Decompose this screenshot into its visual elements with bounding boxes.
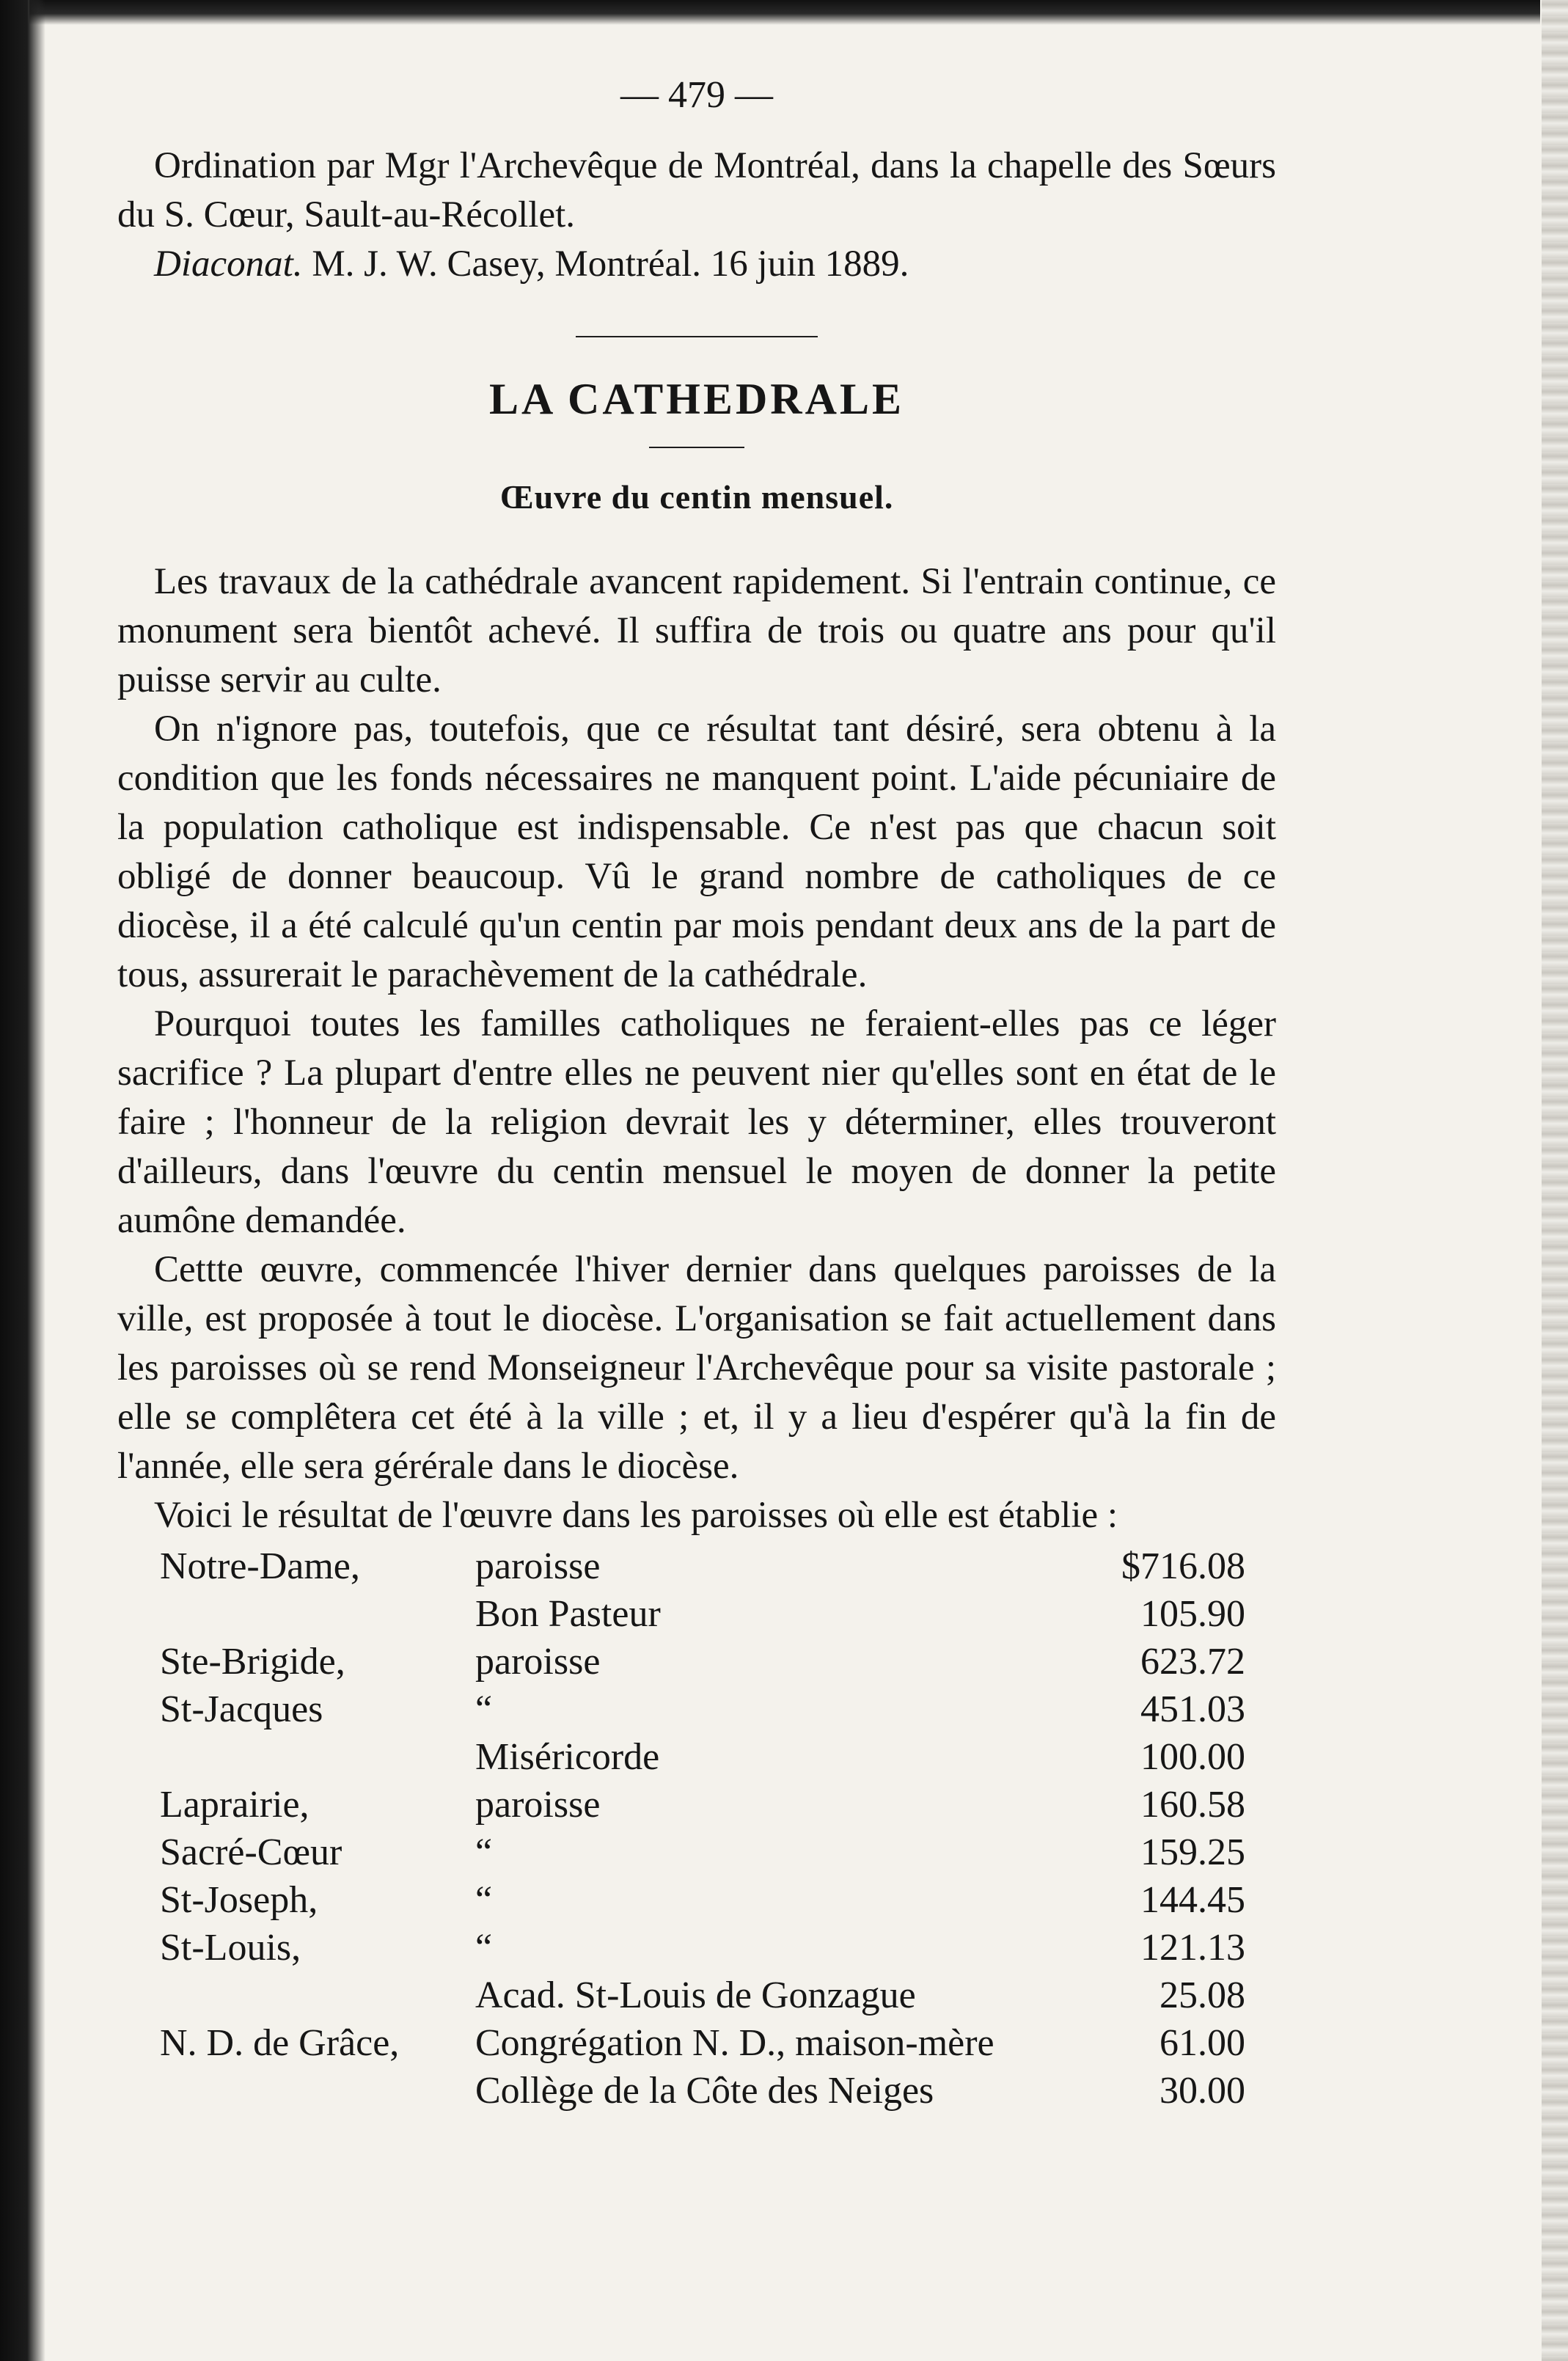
detail-cell: Acad. St-Louis de Gonzague	[475, 1974, 916, 2016]
table-row	[160, 1779, 1245, 1826]
detail-cell: “	[475, 1688, 493, 1730]
book-page	[117, 73, 1276, 2112]
table-row	[160, 1588, 1245, 1636]
paragraph: Voici le résultat de l'œuvre dans les paroisses où elle est établie :	[154, 1495, 1118, 1536]
amount-cell: 160.58	[1140, 1784, 1245, 1826]
scan-edge-top	[29, 0, 1540, 25]
table-row	[160, 1874, 1245, 1922]
table-row	[160, 2065, 1245, 2112]
table-row	[160, 1683, 1245, 1731]
place-cell: Laprairie,	[160, 1784, 309, 1826]
detail-cell: Congrégation N. D., maison-mère	[475, 2022, 994, 2064]
detail-cell: Bon Pasteur	[475, 1593, 661, 1635]
place-cell	[160, 2065, 475, 2112]
amount-cell: 61.00	[1159, 2022, 1245, 2064]
place-cell	[160, 1731, 475, 1779]
amount-cell: 25.08	[1159, 1974, 1245, 2016]
place-cell	[160, 1969, 475, 2017]
detail-cell: “	[475, 1879, 493, 1921]
place-cell: Sacré-Cœur	[160, 1831, 342, 1873]
table-row	[160, 1540, 1245, 1588]
place-cell: St-Joseph,	[160, 1879, 318, 1921]
table-row	[160, 1636, 1245, 1683]
place-cell: St-Jacques	[160, 1688, 323, 1730]
diaconat-label: Diaconat.	[154, 244, 303, 285]
paragraph: Cettte œuvre, commencée l'hiver dernier dans quelques paroisses de la ville, est proposée à tout le diocèse. L'organisation se fait actuellement dans les paroisses où se rend Monseigneur l'Archevêque pour sa visite pastorale ; elle se complêtera cet été à la ville ; et, il y a lieu d'espérer qu'à la fin de l'année, elle sera gérérale dans le diocèse.	[117, 1249, 1276, 1487]
table-row	[160, 1731, 1245, 1779]
detail-cell: Collège de la Côte des Neiges	[475, 2070, 934, 2112]
detail-cell: paroisse	[475, 1641, 601, 1683]
amount-cell: 451.03	[1140, 1688, 1245, 1730]
title-divider	[649, 447, 744, 448]
diaconat-text: M. J. W. Casey, Montréal. 16 juin 1889.	[302, 244, 909, 285]
section-title: LA CATHEDRALE	[489, 375, 904, 423]
ordination-text: Ordination par Mgr l'Archevêque de Montréal, dans la chapelle des Sœurs du S. Cœur, Sault-au-Récollet.	[117, 145, 1276, 235]
detail-cell: Miséricorde	[475, 1736, 660, 1778]
place-cell: N. D. de Grâce,	[160, 2022, 400, 2064]
place-cell: Ste-Brigide,	[160, 1641, 345, 1683]
section-subtitle: Œuvre du centin mensuel.	[499, 478, 894, 516]
section-divider	[576, 336, 818, 337]
detail-cell: “	[475, 1927, 493, 1969]
amount-cell: 30.00	[1159, 2070, 1245, 2112]
amount-cell: 144.45	[1140, 1879, 1245, 1921]
detail-cell: “	[475, 1831, 493, 1873]
place-cell	[160, 1588, 475, 1636]
scan-edge-right	[1542, 0, 1568, 2361]
scan-edge-left	[0, 0, 45, 2361]
table-row	[160, 2017, 1245, 2065]
table-row	[160, 1826, 1245, 1874]
table-row	[160, 1922, 1245, 1969]
paragraph: Pourquoi toutes les familles catholiques ne feraient-elles pas ce léger sacrifice ? La plupart d'entre elles ne peuvent nier qu'elles sont en état de le faire ; l'honneur de la religion devrait les y déterminer, elles trouveront d'ailleurs, dans l'œuvre du centin mensuel le moyen de donner la petite aumône demandée.	[117, 1003, 1276, 1241]
amount-cell: 121.13	[1140, 1927, 1245, 1969]
donations-table	[160, 1540, 1245, 2112]
amount-cell: 105.90	[1140, 1593, 1245, 1635]
page-number: — 479 —	[620, 74, 773, 116]
paragraph: On n'ignore pas, toutefois, que ce résultat tant désiré, sera obtenu à la condition que les fonds nécessaires ne manquent point. L'aide pécuniaire de la population catholique est indispensable. Ce n'est pas que chacun soit obligé de donner beaucoup. Vû le grand nombre de catholiques de ce diocèse, il a été calculé qu'un centin par mois pendant deux ans de la part de tous, assurerait le parachèvement de la cathédrale.	[117, 709, 1276, 995]
detail-cell: paroisse	[475, 1545, 601, 1587]
amount-cell: 100.00	[1140, 1736, 1245, 1778]
amount-cell: 159.25	[1140, 1831, 1245, 1873]
table-row	[160, 1969, 1245, 2017]
amount-cell: $716.08	[1121, 1545, 1245, 1587]
place-cell: Notre-Dame,	[160, 1545, 360, 1587]
detail-cell: paroisse	[475, 1784, 601, 1826]
diaconat-line	[117, 240, 1276, 289]
paragraph: Les travaux de la cathédrale avancent rapidement. Si l'entrain continue, ce monument sera bientôt achevé. Il suffira de trois ou quatre ans pour qu'il puisse servir au culte.	[117, 561, 1276, 700]
amount-cell: 623.72	[1140, 1641, 1245, 1683]
place-cell: St-Louis,	[160, 1927, 301, 1969]
